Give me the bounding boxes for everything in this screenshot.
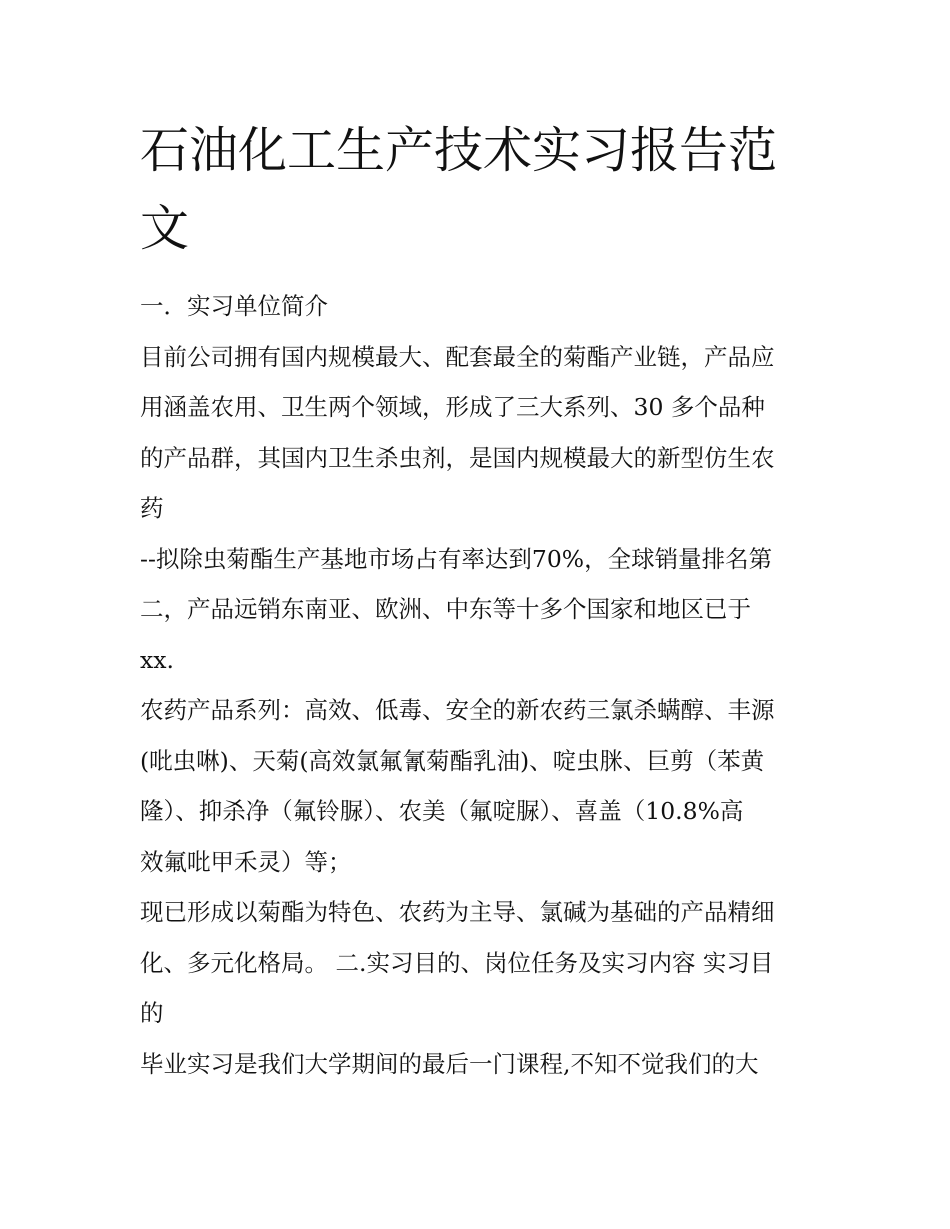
section-heading: 一．实习单位简介 bbox=[140, 292, 328, 320]
title-line: 石油化工生产技术实习报告范 bbox=[140, 122, 778, 179]
paragraph-line: 农药产品系列：高效、低毒、安全的新农药三氯杀螨醇、丰源 bbox=[140, 696, 775, 724]
paragraph-line: 二，产品远销东南亚、欧洲、中东等十多个国家和地区已于 bbox=[140, 595, 751, 623]
paragraph-line: xx. bbox=[140, 645, 174, 674]
paragraph-line: 的产品群，其国内卫生杀虫剂，是国内规模最大的新型仿生农 bbox=[140, 443, 775, 472]
paragraph-line: 的 bbox=[140, 999, 164, 1027]
document-title bbox=[140, 112, 820, 268]
paragraph-line: 目前公司拥有国内规模最大、配套最全的菊酯产业链，产品应 bbox=[140, 342, 775, 371]
paragraph-line: 隆）、抑杀净（氟铃脲）、农美（氟啶脲）、喜盖（10.8%高 bbox=[140, 797, 744, 825]
paragraph-line: (吡虫啉)、天菊(高效氯氟氰菊酯乳油)、啶虫脒、巨剪（苯黄 bbox=[140, 746, 765, 775]
paragraph-line: 用涵盖农用、卫生两个领域，形成了三大系列、30 多个品种 bbox=[140, 393, 765, 421]
paragraph-line: --拟除虫菊酯生产基地市场占有率达到70%，全球销量排名第 bbox=[140, 544, 773, 573]
paragraph-line: 毕业实习是我们大学期间的最后一门课程,不知不觉我们的大 bbox=[140, 1049, 759, 1078]
document-body bbox=[140, 281, 820, 1089]
title-line: 文 bbox=[140, 200, 190, 257]
paragraph-line: 现已形成以菊酯为特色、农药为主导、氯碱为基础的产品精细 bbox=[140, 898, 775, 926]
paragraph-line: 效氟吡甲禾灵）等； bbox=[140, 847, 352, 876]
paragraph-line: 化、多元化格局。 二.实习目的、岗位任务及实习内容 实习目 bbox=[140, 948, 774, 977]
paragraph-line: 药 bbox=[140, 494, 164, 522]
